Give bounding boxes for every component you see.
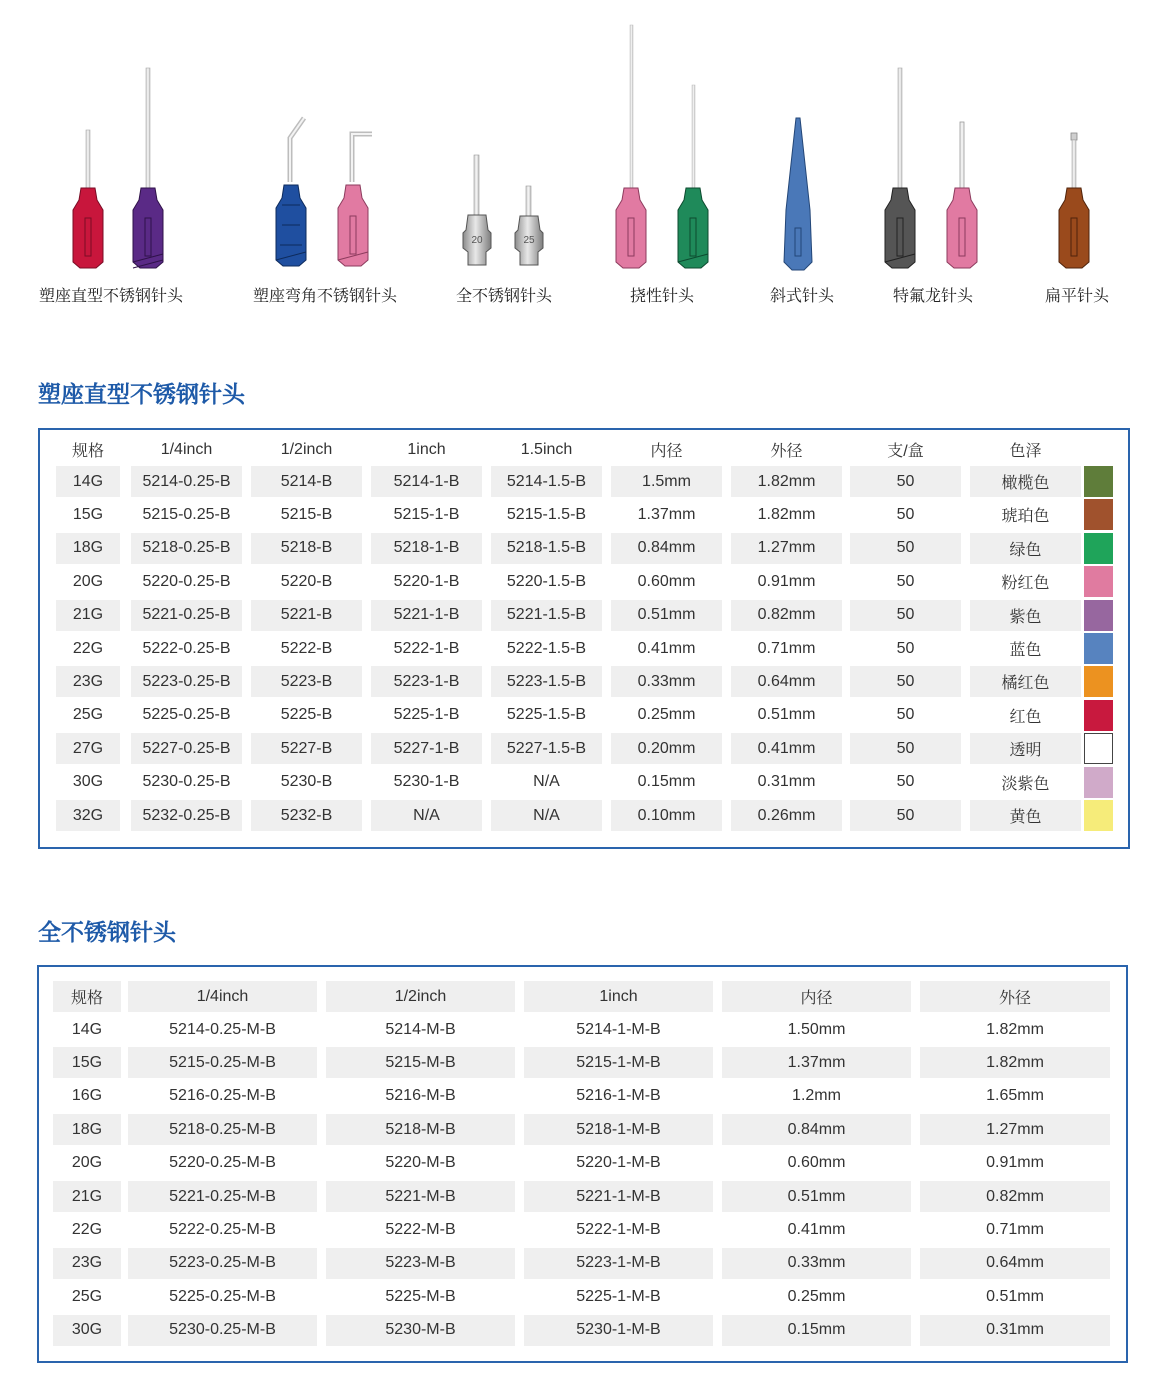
table-cell: 1.37mm xyxy=(722,1047,911,1078)
table-cell: 绿色 xyxy=(970,533,1081,564)
header-cell: 支/盒 xyxy=(887,443,924,460)
table-cell: 5222-1-B xyxy=(393,639,460,657)
table-cell: 5221-0.25-M-B xyxy=(128,1181,317,1212)
table-cell: N/A xyxy=(371,800,482,831)
table-cell: 23G xyxy=(53,1248,121,1279)
table-cell: 5214-B xyxy=(251,466,362,497)
table-cell: 5232-0.25-B xyxy=(131,800,242,831)
header-cell: 规格 xyxy=(53,981,121,1012)
table-cell: 5220-0.25-M-B xyxy=(169,1154,276,1172)
needle-illustrations xyxy=(0,0,1165,310)
header-cell: 规格 xyxy=(71,443,104,460)
table-cell: 5215-1.5-B xyxy=(506,505,587,523)
table-cell: 0.31mm xyxy=(920,1315,1110,1346)
header-cell: 1inch xyxy=(524,981,713,1012)
color-swatch xyxy=(1084,600,1113,631)
product-caption-teflon: 特氟龙针头 xyxy=(893,288,974,305)
table-cell: 5223-M-B xyxy=(326,1248,515,1279)
header-cell: 1/2inch xyxy=(326,981,515,1012)
table-cell: 0.33mm xyxy=(611,666,722,697)
table-cell: 1.65mm xyxy=(986,1087,1044,1105)
table-cell: 0.60mm xyxy=(787,1154,846,1172)
table-cell: 5222-1.5-B xyxy=(506,639,587,657)
section1-title: 塑座直型不锈钢针头 xyxy=(38,381,245,407)
color-swatch xyxy=(1084,800,1113,831)
product-caption-flat: 扁平针头 xyxy=(1045,288,1110,305)
header-cell: 1/2inch xyxy=(280,440,333,458)
table-cell: 0.51mm xyxy=(757,706,816,724)
table-cell: 5227-1-B xyxy=(371,733,482,764)
table-cell: 50 xyxy=(896,572,915,590)
needle-label-a: 20 xyxy=(471,235,483,246)
table-cell: 0.64mm xyxy=(731,666,842,697)
table-cell: 5220-0.25-B xyxy=(142,572,231,590)
table-cell: 1.82mm xyxy=(757,505,816,523)
table-cell: 5222-0.25-M-B xyxy=(169,1220,276,1238)
table-cell: N/A xyxy=(491,800,602,831)
table-cell: 5223-1-M-B xyxy=(524,1248,713,1279)
table-cell: 5216-0.25-M-B xyxy=(169,1087,276,1105)
table-cell: 5218-0.25-B xyxy=(131,533,242,564)
flat-needle-icon xyxy=(1059,133,1089,268)
table-cell: 0.51mm xyxy=(611,600,722,631)
table-cell: 5214-M-B xyxy=(385,1020,456,1038)
table-cell: 5227-1.5-B xyxy=(491,733,602,764)
table-cell: 50 xyxy=(850,466,961,497)
table-cell: 0.71mm xyxy=(986,1220,1044,1238)
header-cell: 外径 xyxy=(770,443,803,460)
table-cell: 5221-B xyxy=(251,600,362,631)
table-cell: 14G xyxy=(56,466,120,497)
bent-plastic-hub-needle-icon xyxy=(276,118,372,266)
table-cell: 5222-B xyxy=(280,639,333,657)
table-cell: 30G xyxy=(72,773,104,791)
table-cell: 5225-M-B xyxy=(385,1287,456,1305)
table-cell: 18G xyxy=(56,533,120,564)
table-cell: 0.64mm xyxy=(920,1248,1110,1279)
flexible-needle-icon xyxy=(616,25,708,268)
section2-title: 全不锈钢针头 xyxy=(38,919,176,945)
table-cell: 5215-M-B xyxy=(326,1047,515,1078)
table-cell: 0.91mm xyxy=(986,1154,1044,1172)
product-caption-tapered: 斜式针头 xyxy=(770,288,835,305)
table-cell: 5216-M-B xyxy=(385,1087,456,1105)
table-cell: 紫色 xyxy=(970,600,1081,631)
color-swatch xyxy=(1084,533,1113,564)
table-cell: 50 xyxy=(850,533,961,564)
color-swatch xyxy=(1084,733,1113,764)
table-cell: 5218-0.25-M-B xyxy=(128,1114,317,1145)
table-cell: 黄色 xyxy=(970,800,1081,831)
table-cell: 5227-B xyxy=(251,733,362,764)
table-cell: 5225-0.25-B xyxy=(142,706,231,724)
table-cell: 5230-0.25-B xyxy=(142,773,231,791)
table-cell: 0.26mm xyxy=(731,800,842,831)
table-cell: 5223-B xyxy=(251,666,362,697)
tapered-needle-icon xyxy=(784,118,812,270)
color-swatch xyxy=(1084,666,1113,697)
table-cell: 0.82mm xyxy=(731,600,842,631)
straight-plastic-hub-needle-icon xyxy=(73,68,163,268)
table-cell: 18G xyxy=(53,1114,121,1145)
table-cell: 27G xyxy=(56,733,120,764)
table-cell: 22G xyxy=(72,639,104,657)
table-cell: 5220-M-B xyxy=(385,1154,456,1172)
table-cell: 5216-1-M-B xyxy=(576,1087,661,1105)
header-cell: 外径 xyxy=(920,981,1110,1012)
table-cell: 5214-1-B xyxy=(371,466,482,497)
table-cell: 1.27mm xyxy=(731,533,842,564)
table-cell: 红色 xyxy=(1009,708,1042,726)
table-cell: 透明 xyxy=(970,733,1081,764)
table-cell: 5230-M-B xyxy=(326,1315,515,1346)
table-cell: 5230-B xyxy=(280,773,333,791)
table-cell: 5220-1.5-B xyxy=(506,572,587,590)
table-cell: 50 xyxy=(850,600,961,631)
needle-label-b: 25 xyxy=(523,235,535,246)
table-cell: 0.60mm xyxy=(637,572,696,590)
table-cell: 0.25mm xyxy=(787,1287,846,1305)
header-cell: 1.5inch xyxy=(520,440,573,458)
table-cell: 30G xyxy=(53,1315,121,1346)
table-cell: 23G xyxy=(56,666,120,697)
table-cell: 5225-0.25-M-B xyxy=(169,1287,276,1305)
table-cell: 16G xyxy=(71,1087,103,1105)
table-cell: 5230-0.25-M-B xyxy=(128,1315,317,1346)
table-cell: 5222-0.25-B xyxy=(142,639,231,657)
product-caption-bent: 塑座弯角不锈钢针头 xyxy=(253,288,398,305)
table-cell: 20G xyxy=(71,1154,103,1172)
table-cell: 蓝色 xyxy=(1009,642,1042,659)
table-cell: 5218-M-B xyxy=(326,1114,515,1145)
table-cell: 14G xyxy=(71,1020,103,1038)
table-cell: 5225-1-M-B xyxy=(576,1287,661,1305)
table-cell: 0.10mm xyxy=(611,800,722,831)
table-cell: 50 xyxy=(896,706,915,724)
color-swatch xyxy=(1084,499,1113,530)
table-cell: 5215-0.25-B xyxy=(142,505,231,523)
table-cell: 0.41mm xyxy=(731,733,842,764)
color-swatch xyxy=(1084,700,1113,731)
table-cell: 5222-M-B xyxy=(385,1220,456,1238)
table-cell: 0.91mm xyxy=(757,572,816,590)
table-cell: 5221-1-B xyxy=(371,600,482,631)
table-cell: 0.84mm xyxy=(611,533,722,564)
table-cell: 1.82mm xyxy=(731,466,842,497)
table-cell: 1.37mm xyxy=(637,505,696,523)
table-cell: 0.15mm xyxy=(722,1315,911,1346)
table-cell: 1.2mm xyxy=(792,1087,841,1105)
table-cell: 5227-0.25-B xyxy=(131,733,242,764)
table-cell: 橘红色 xyxy=(970,666,1081,697)
table-cell: 粉红色 xyxy=(1001,575,1050,593)
table-cell: 5220-B xyxy=(280,572,333,590)
table-cell: 50 xyxy=(896,639,915,657)
teflon-needle-icon xyxy=(885,68,977,268)
header-cell: 1inch xyxy=(407,440,446,458)
table-cell: 5215-1-B xyxy=(393,505,460,523)
product-caption-steel: 全不锈钢针头 xyxy=(456,288,553,305)
table-cell: 0.33mm xyxy=(722,1248,911,1279)
table-cell: 0.84mm xyxy=(722,1114,911,1145)
table-cell: 琥珀色 xyxy=(1001,508,1050,526)
table-cell: 0.15mm xyxy=(637,773,696,791)
table-cell: 15G xyxy=(72,505,104,523)
table-cell: 1.50mm xyxy=(787,1020,846,1038)
table-cell: 5218-1-B xyxy=(371,533,482,564)
table-cell: 5215-1-M-B xyxy=(524,1047,713,1078)
table-cell: 5220-1-B xyxy=(393,572,460,590)
table-cell: 1.82mm xyxy=(920,1047,1110,1078)
table-cell: 5225-B xyxy=(280,706,333,724)
table-cell: 0.71mm xyxy=(757,639,816,657)
table-cell: 5223-0.25-B xyxy=(131,666,242,697)
table-cell: 5221-M-B xyxy=(326,1181,515,1212)
table-cell: 1.82mm xyxy=(986,1020,1044,1038)
header-cell: 内径 xyxy=(650,443,683,460)
table-cell: 0.51mm xyxy=(986,1287,1044,1305)
table-cell: 0.51mm xyxy=(722,1181,911,1212)
table-cell: 5222-1-M-B xyxy=(576,1220,661,1238)
table-cell: 5214-1-M-B xyxy=(576,1020,661,1038)
table-cell: 0.82mm xyxy=(920,1181,1110,1212)
table-cell: 20G xyxy=(72,572,104,590)
table-cell: 5218-1.5-B xyxy=(491,533,602,564)
table-cell: 50 xyxy=(896,773,915,791)
header-cell: 内径 xyxy=(722,981,911,1012)
table-cell: 5225-1-B xyxy=(393,706,460,724)
table-cell: 0.41mm xyxy=(637,639,696,657)
header-cell: 1/4inch xyxy=(160,440,213,458)
table-cell: 0.25mm xyxy=(637,706,696,724)
table-cell: 5215-B xyxy=(280,505,333,523)
table-cell: 50 xyxy=(850,800,961,831)
table-cell: 1.5mm xyxy=(611,466,722,497)
table-cell: 5218-B xyxy=(251,533,362,564)
color-swatch xyxy=(1084,566,1113,597)
table-cell: 50 xyxy=(896,505,915,523)
table-cell: 5223-0.25-M-B xyxy=(128,1248,317,1279)
table-cell: N/A xyxy=(533,773,560,791)
table-cell: 橄榄色 xyxy=(970,466,1081,497)
table-cell: 25G xyxy=(71,1287,103,1305)
color-swatch xyxy=(1084,767,1113,798)
color-swatch xyxy=(1084,466,1113,497)
table-cell: 15G xyxy=(53,1047,121,1078)
header-cell: 1/4inch xyxy=(128,981,317,1012)
table-cell: 5230-1-M-B xyxy=(524,1315,713,1346)
table-cell: 32G xyxy=(56,800,120,831)
table-cell: 21G xyxy=(56,600,120,631)
product-caption-straight: 塑座直型不锈钢针头 xyxy=(39,288,184,305)
table-cell: 淡紫色 xyxy=(1001,775,1050,793)
table-cell: 5214-0.25-B xyxy=(131,466,242,497)
table-cell: 5221-0.25-B xyxy=(131,600,242,631)
table-cell: 5221-1.5-B xyxy=(491,600,602,631)
product-caption-flexible: 挠性针头 xyxy=(630,288,695,305)
table-cell: 5214-0.25-M-B xyxy=(169,1020,276,1038)
color-swatch xyxy=(1084,633,1113,664)
table-cell: 5232-B xyxy=(251,800,362,831)
table-cell: 5223-1-B xyxy=(371,666,482,697)
table-cell: 5214-1.5-B xyxy=(491,466,602,497)
table-cell: 5223-1.5-B xyxy=(491,666,602,697)
all-steel-needle-icon xyxy=(463,155,543,265)
table-cell: 25G xyxy=(72,706,104,724)
table-cell: 5220-1-M-B xyxy=(576,1154,661,1172)
table-cell: 5221-1-M-B xyxy=(524,1181,713,1212)
table-cell: 22G xyxy=(71,1220,103,1238)
table-cell: 5218-1-M-B xyxy=(524,1114,713,1145)
table-cell: 50 xyxy=(850,666,961,697)
table-cell: 21G xyxy=(53,1181,121,1212)
table-cell: 5230-1-B xyxy=(393,773,460,791)
table-cell: 5225-1.5-B xyxy=(506,706,587,724)
table-cell: 50 xyxy=(850,733,961,764)
table-cell: 0.20mm xyxy=(611,733,722,764)
table-cell: 5215-0.25-M-B xyxy=(128,1047,317,1078)
table-cell: 0.41mm xyxy=(787,1220,846,1238)
table-cell: 0.31mm xyxy=(757,773,816,791)
header-cell: 色泽 xyxy=(1009,443,1042,460)
table-cell: 1.27mm xyxy=(920,1114,1110,1145)
